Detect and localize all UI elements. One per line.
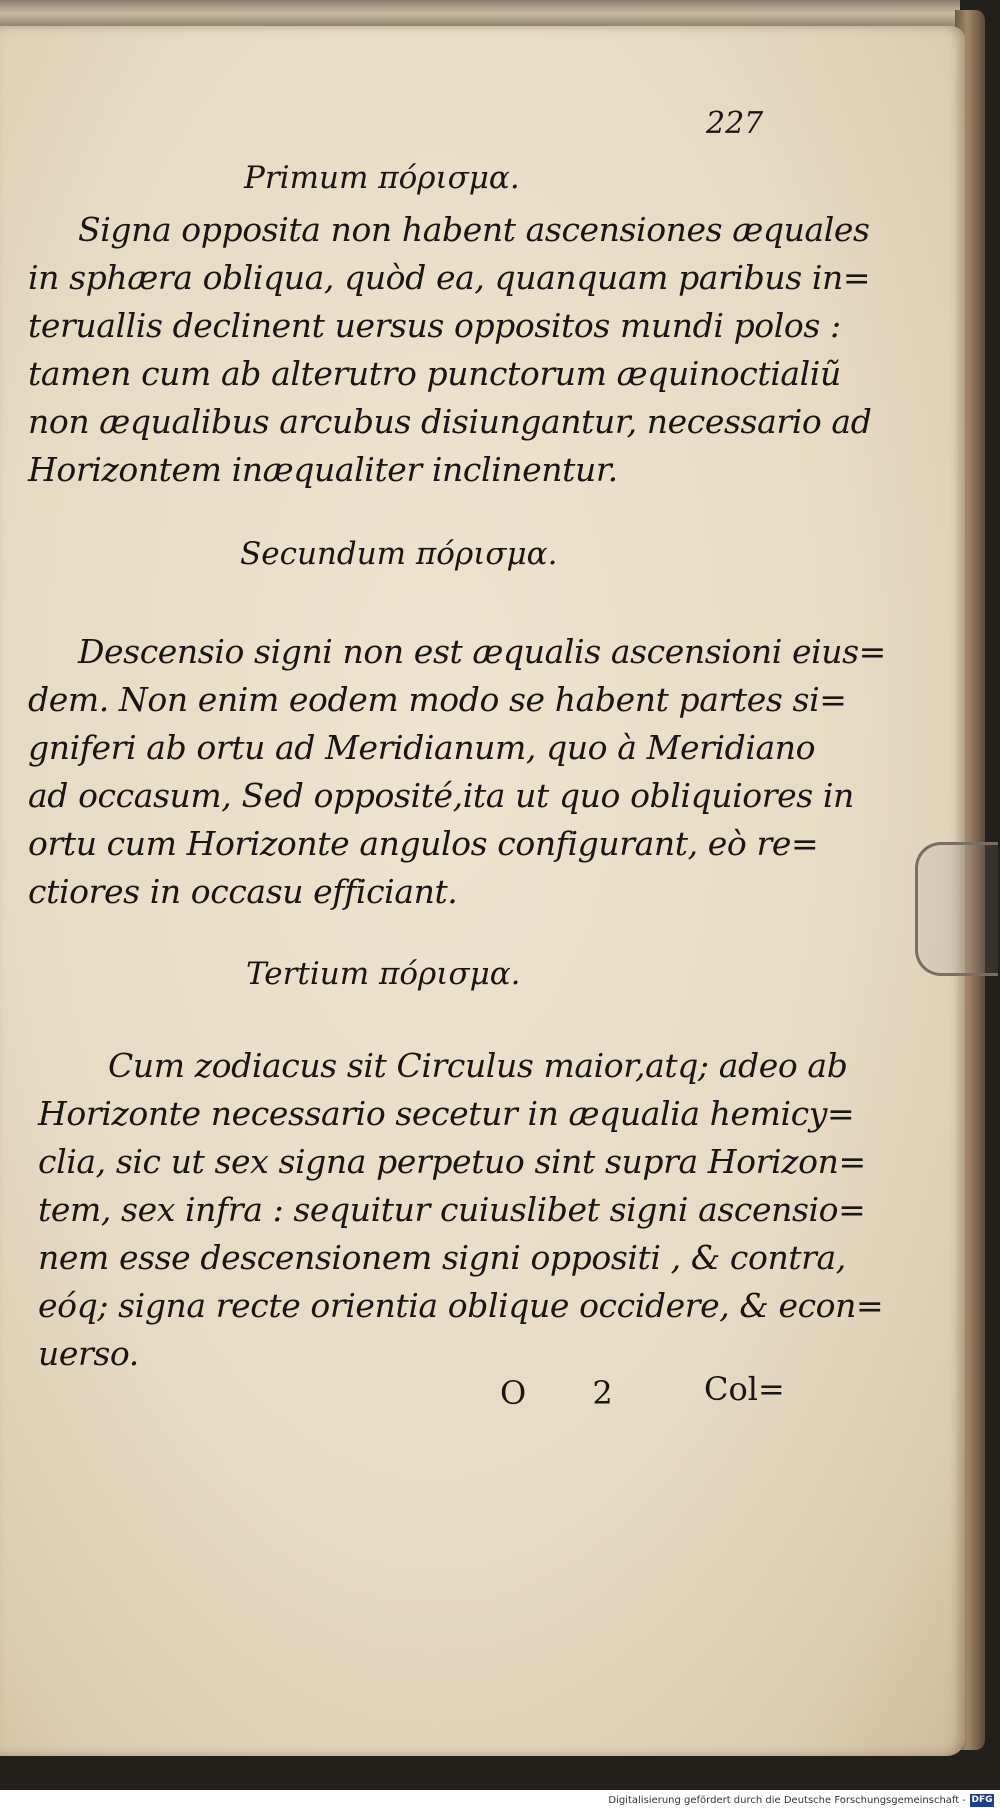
page-clip: [915, 842, 998, 976]
text-line: ortu cum Horizonte angulos configurant, eò re=: [28, 824, 819, 863]
section-heading-tertium: Tertium πόρισμα.: [246, 956, 521, 992]
text-line: dem. Non enim eodem modo se habent partes si=: [28, 680, 847, 719]
text-line: nem esse descensionem signi oppositi , & contra,: [38, 1238, 846, 1277]
section-heading-secundum: Secundum πόρισμα.: [240, 536, 558, 572]
text-line: in sphæra obliqua, quòd ea, quanquam paribus in=: [28, 258, 871, 297]
text-line: Horizontem inæqualiter inclinentur.: [28, 450, 618, 489]
text-line: tem, sex infra : sequitur cuiuslibet signi ascensio=: [38, 1190, 866, 1229]
dfg-logo: DFG: [971, 1795, 993, 1805]
text-line: Horizonte necessario secetur in æqualia hemicy=: [38, 1094, 855, 1133]
text-line: Cum zodiacus sit Circulus maior,atq; adeo ab: [108, 1046, 848, 1085]
text-line: ctiores in occasu efficiant.: [28, 872, 458, 911]
text-line: clia, sic ut sex signa perpetuo sint supra Horizon=: [38, 1142, 866, 1181]
text-line: gniferi ab ortu ad Meridianum, quo à Meridiano: [28, 728, 816, 767]
text-line: ad occasum, Sed opposité,ita ut quo obliquiores in: [28, 776, 854, 815]
signature-mark: O 2: [500, 1374, 641, 1412]
footer-credit: Digitalisierung gefördert durch die Deutsche Forschungsgemeinschaft -: [608, 1795, 966, 1806]
catchword: Col=: [704, 1370, 785, 1408]
text-line: Descensio signi non est æqualis ascensioni eius=: [78, 632, 886, 671]
text-line: Signa opposita non habent ascensiones æquales: [78, 210, 870, 249]
page-number: 227: [706, 106, 764, 141]
text-line: non æqualibus arcubus disiungantur, necessario ad: [28, 402, 872, 441]
text-line: eóq; signa recte orientia oblique occidere, & econ=: [38, 1286, 884, 1325]
section-heading-primum: Primum πόρισμα.: [244, 160, 520, 196]
text-line: teruallis declinent uersus oppositos mundi polos :: [28, 306, 841, 345]
text-line: tamen cum ab alterutro punctorum æquinoctialiũ: [28, 354, 841, 393]
text-line: uerso.: [38, 1334, 139, 1373]
